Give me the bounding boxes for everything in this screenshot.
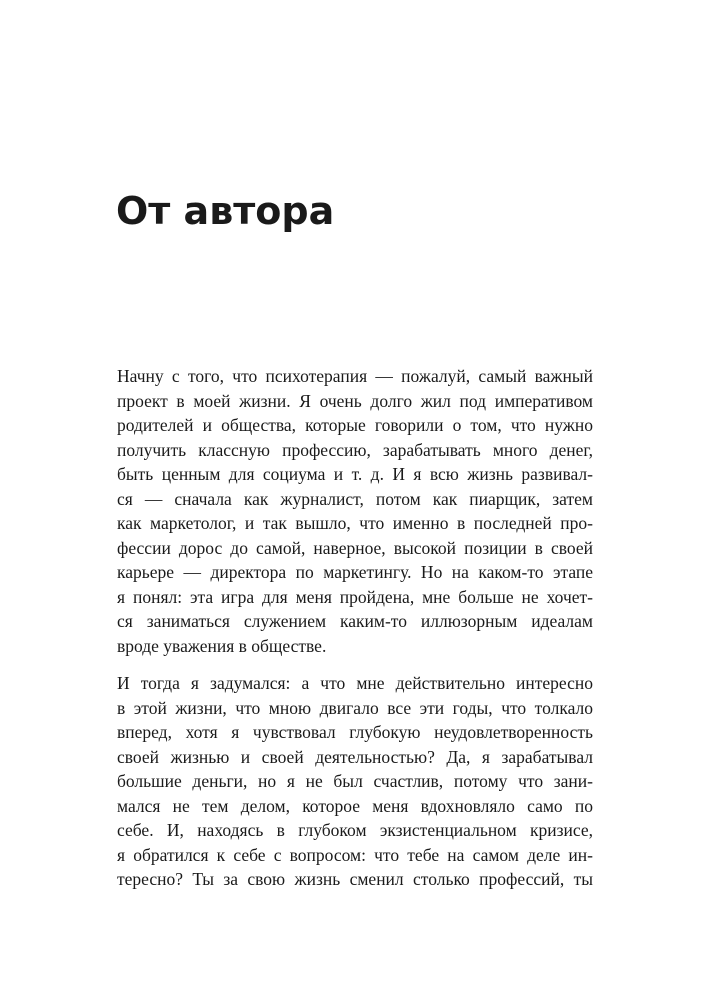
text-line: родителей и общества, которые говорили о том, что нужно: [117, 415, 593, 435]
text-line: мался не тем делом, которое меня вдохновляло само по: [117, 795, 593, 816]
text-line: большие деньги, но я не был счастлив, потому что зани-: [117, 771, 593, 791]
text-line: получить классную профессию, зарабатывать много денег,: [117, 439, 593, 460]
chapter-title: От автора: [116, 189, 335, 233]
text-line: ся — сначала как журналист, потом как пиарщик, затем: [117, 488, 593, 509]
text-line: я обратился к себе с вопросом: что тебе на самом деле ин-: [117, 844, 593, 865]
text-line: я понял: эта игра для меня пройдена, мне больше не хочет-: [117, 586, 593, 607]
paragraph-2: [117, 671, 593, 892]
text-line: себе. И, находясь в глубоком экзистенциальном кризисе,: [117, 820, 593, 840]
text-line: тересно? Ты за свою жизнь сменил столько профессий, ты: [117, 869, 593, 889]
text-line: быть ценным для социума и т. д. И я всю жизнь развивал-: [117, 464, 593, 484]
text-line: И тогда я задумался: а что мне действительно интересно: [117, 673, 593, 693]
text-line: в этой жизни, что мною двигало все эти годы, что толкало: [117, 697, 593, 718]
body-text: [117, 364, 593, 892]
text-line: ся заниматься служением каким-то иллюзорным идеалам: [117, 611, 593, 631]
paragraph-1: [117, 364, 593, 658]
text-line: вперед, хотя я чувствовал глубокую неудовлетворенность: [117, 722, 593, 742]
text-line: проект в моей жизни. Я очень долго жил под императивом: [117, 390, 593, 411]
text-line: как маркетолог, и так вышло, что именно в последней про-: [117, 513, 593, 533]
text-line: карьере — директора по маркетингу. Но на каком-то этапе: [117, 562, 593, 582]
text-line: вроде уважения в обществе.: [117, 635, 327, 656]
text-line: Начну с того, что психотерапия — пожалуй, самый важный: [117, 366, 593, 386]
text-line: фессии дорос до самой, наверное, высокой позиции в своей: [117, 537, 593, 558]
text-line: своей жизнью и своей деятельностью? Да, я зарабатывал: [117, 746, 593, 767]
